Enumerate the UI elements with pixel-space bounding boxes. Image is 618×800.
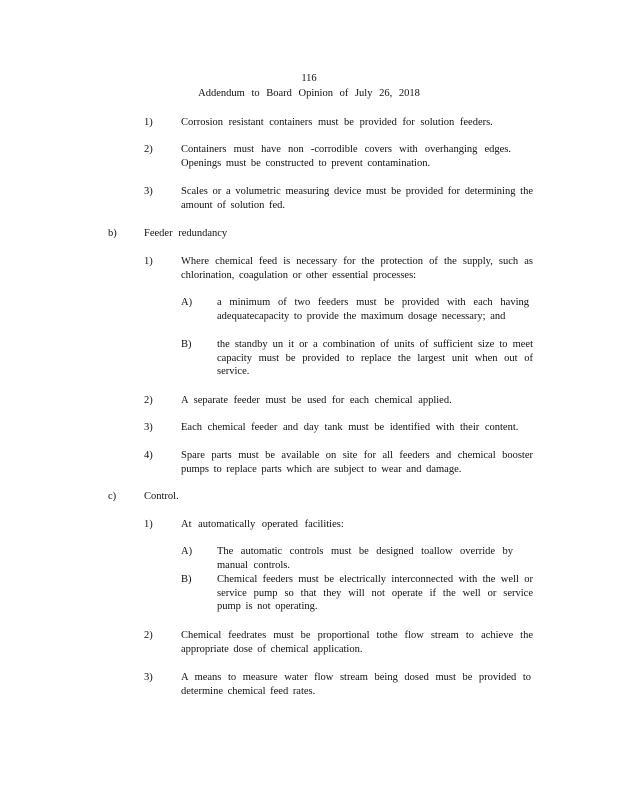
item-letter: B) [181, 339, 192, 350]
item-text: A separate feeder must be used for each chemical applied. [181, 395, 452, 406]
item-text: a minimum of two feeders must be provided with each having adequatecapacity to provide the maximum dosage necessary; and [217, 297, 529, 322]
item-number: 1) [144, 519, 153, 530]
item-number: 2) [144, 395, 153, 406]
item-letter: A) [181, 546, 193, 557]
item-text: Chemical feeders must be electrically interconnected with the well or service pump so that they will not operate if the well or service pump is not operating. [217, 574, 533, 612]
section-letter: c) [108, 491, 117, 502]
item-letter: A) [181, 297, 193, 308]
item-number: 1) [144, 256, 153, 267]
section-letter: b) [108, 228, 117, 239]
document-header: Addendum to Board Opinion of July 26, 2018 [198, 88, 420, 99]
item-number: 4) [144, 450, 153, 461]
item-text: Where chemical feed is necessary for the protection of the supply, such as chlorination, coagulation or other essential processes: [181, 256, 533, 281]
section-title: Feeder redundancy [144, 228, 228, 239]
item-number: 3) [144, 422, 153, 433]
item-text: Spare parts must be available on site for all feeders and chemical booster pumps to replace parts which are subject to wear and damage. [181, 450, 533, 475]
item-text: Each chemical feeder and day tank must be identified with their content. [181, 422, 519, 433]
item-text: Scales or a volumetric measuring device must be provided for determining the amount of solution fed. [181, 186, 533, 211]
item-number: 1) [144, 117, 153, 128]
item-text: A means to measure water flow stream being dosed must be provided to determine chemical feed rates. [181, 672, 531, 697]
item-number: 2) [144, 630, 153, 641]
item-number: 3) [144, 186, 153, 197]
item-text: At automatically operated facilities: [181, 519, 344, 530]
item-letter: B) [181, 574, 192, 585]
item-text: Containers must have non -corrodible covers with overhanging edges. Openings must be constructed to prevent contamination. [181, 144, 511, 169]
item-text: Chemical feedrates must be proportional tothe flow stream to achieve the appropriate dose of chemical application. [181, 630, 533, 655]
section-title: Control. [144, 491, 179, 502]
item-text: The automatic controls must be designed toallow override by manual controls. [217, 546, 513, 571]
item-text: the standby un it or a combination of units of sufficient size to meet capacity must be provided to replace the largest unit when out of service. [217, 339, 533, 377]
item-number: 2) [144, 144, 153, 155]
item-text: Corrosion resistant containers must be provided for solution feeders. [181, 117, 493, 128]
item-number: 3) [144, 672, 153, 683]
page-number: 116 [301, 73, 317, 84]
